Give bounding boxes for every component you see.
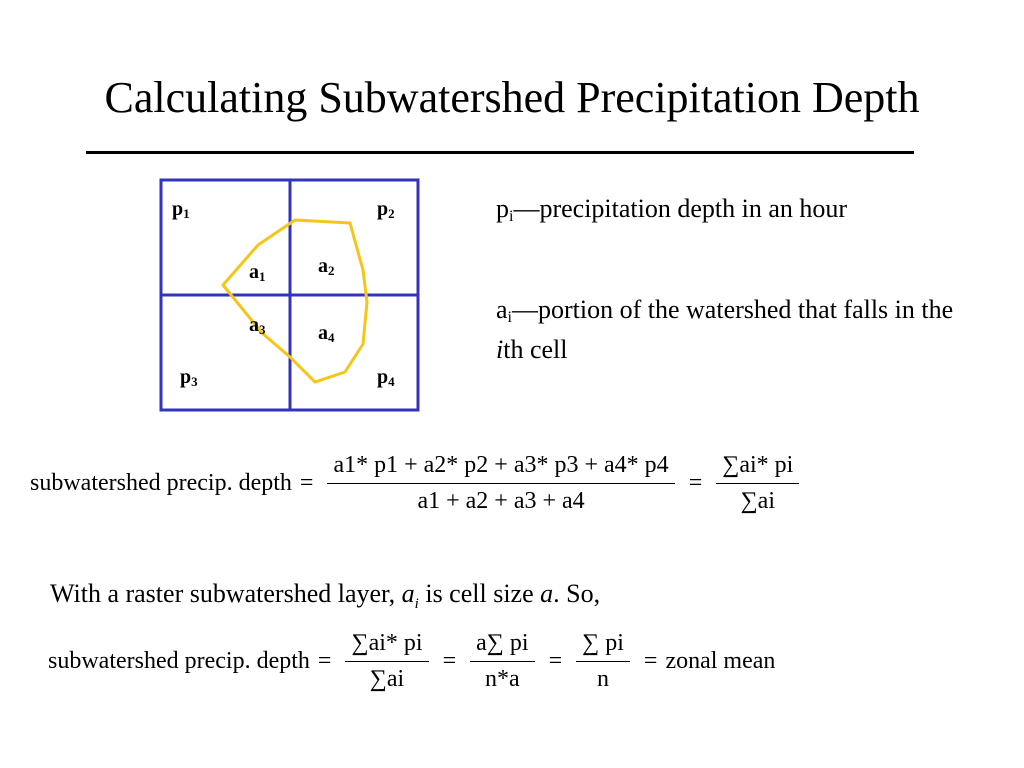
- subwatershed-boundary: [223, 220, 367, 382]
- eq1-sum-numerator: ∑ai* pi: [716, 452, 799, 484]
- page-title: Calculating Subwatershed Precipitation Depth: [104, 73, 920, 122]
- label-a4: $a_4$: [318, 322, 335, 345]
- label-p3: $p_3$: [180, 366, 198, 389]
- equation-weighted-average: subwatershed precip. depth = $\frac{a1* p1 + a2* p2 + a3* p3 + a4* p4}{a1 + a2 + a3 + a4}$ = $\frac{\sum ai* pi}{\sum ai}$: [30, 452, 805, 515]
- eq1-lhs: subwatershed precip. depth: [30, 470, 292, 496]
- eq2-fraction-2: $\frac{a\sum pi}{n*a}$: [470, 630, 534, 693]
- equation-zonal-mean: subwatershed precip. depth = $\frac{\sum ai* pi}{\sum ai}$ = $\frac{a\sum pi}{n*a}$ = $\frac{\sum pi}{n}$ = zonal mean: [48, 630, 776, 692]
- label-a1: $a_1$: [249, 261, 266, 284]
- eq1-sum-denominator: ∑ai: [740, 488, 775, 514]
- eq1-denominator: a1 + a2 + a3 + a4: [417, 488, 585, 514]
- eq1-numerator: a1* p1 + a2* p2 + a3* p3 + a4* p4: [327, 452, 674, 484]
- label-a3: $a_3$: [249, 314, 266, 337]
- eq2-result: zonal mean: [665, 648, 776, 674]
- label-p4: $p_4$: [377, 366, 395, 389]
- eq1-fraction: [327, 452, 674, 515]
- label-p2: $p_2$: [377, 198, 395, 221]
- definition-p: $p_i—precipitation$ depth in an hour: [496, 194, 848, 225]
- raster-note: With a raster subwatershed layer, $a_i$ is cell size a. So,: [50, 579, 601, 613]
- definition-a: $a_i—portion$ of the watershed that falls in the ith cell: [496, 295, 954, 364]
- label-a2: $a_2$: [318, 255, 335, 278]
- eq2-fraction-1: $\frac{\sum ai* pi}{\sum ai}$: [345, 630, 428, 693]
- eq2-fraction-3: $\frac{\sum pi}{n}$: [576, 630, 630, 693]
- label-p1: $p_1$: [172, 198, 190, 221]
- eq2-lhs: subwatershed precip. depth: [48, 648, 310, 674]
- eq1-sum-fraction: [716, 452, 799, 515]
- title-underline: [86, 151, 914, 154]
